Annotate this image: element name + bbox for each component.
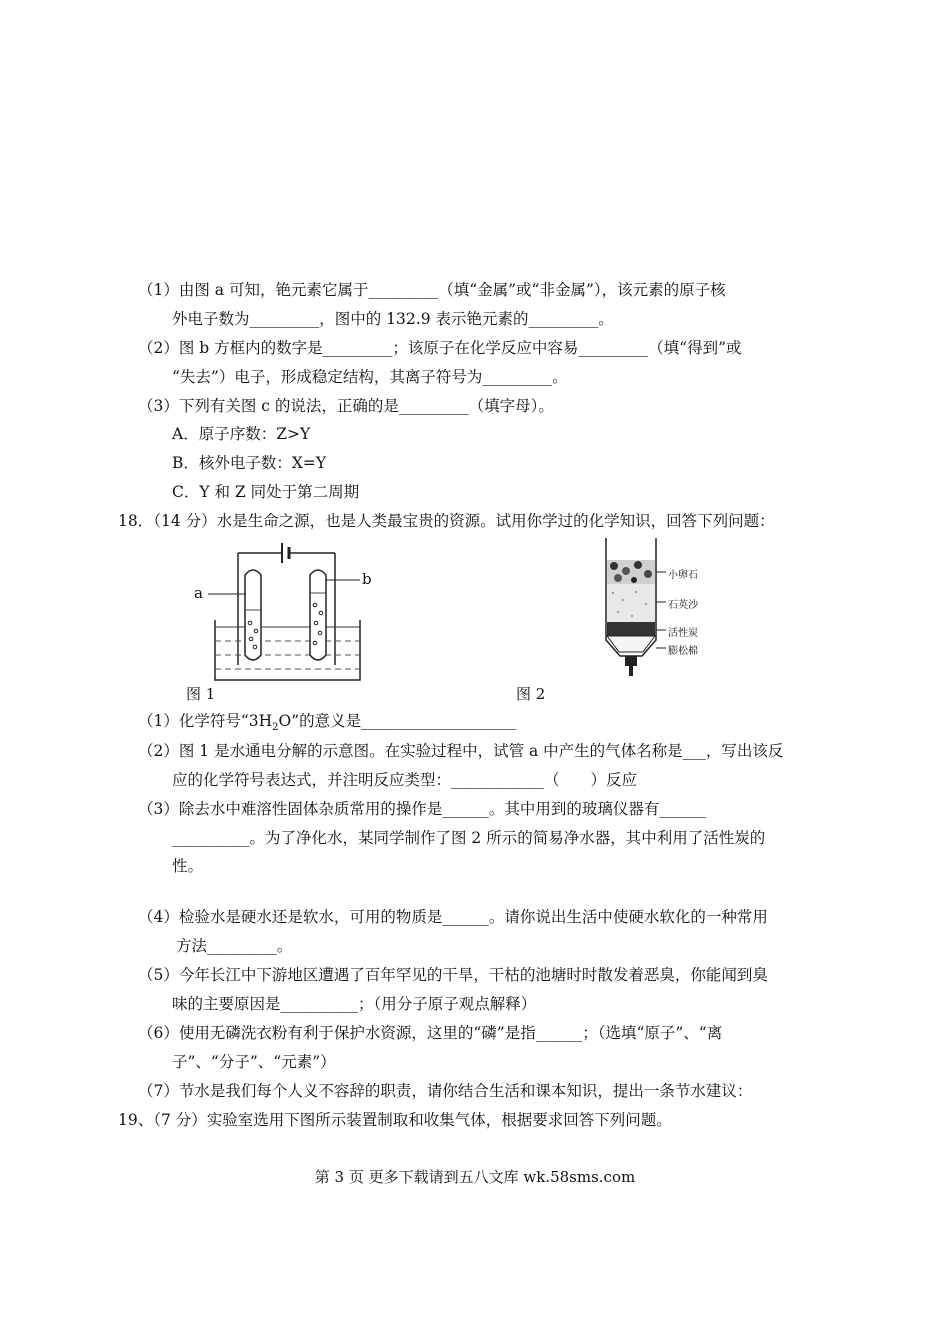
figure-2-layer-cotton: 膨松棉 [668,646,698,657]
figure-1-electrolysis [190,535,380,685]
figure-2-layer-carbon: 活性炭 [668,628,698,639]
page-footer: 第 3 页 更多下载请到五八文库 wk.58sms.com [314,1168,636,1186]
q17-part3: （3）下列有关图 c 的说法，正确的是_________（填字母）。 [138,397,554,415]
q18-sub6-line2: 子”、“分子”、“元素”） [172,1053,336,1071]
q18-sub3-line1: （3）除去水中难溶性固体杂质常用的操作是______。其中用到的玻璃仪器有______ [138,800,706,818]
q18-sub1-pre: （1）化学符号“3H [138,712,273,730]
q18-sub7: （7）节水是我们每个人义不容辞的职责，请你结合生活和课本知识，提出一条节水建议： [138,1082,753,1100]
q17-part2-line2: “失去”）电子，形成稳定结构，其离子符号为_________。 [172,368,568,386]
q17-option-a: A．原子序数：Z>Y [172,425,311,443]
q18-sub2-line2: 应的化学符号表达式，并注明反应类型：____________（ ）反应 [172,771,638,789]
q17-option-c: C．Y 和 Z 同处于第二周期 [172,483,360,501]
q18-sub6-line1: （6）使用无磷洗衣粉有利于保护水资源，这里的“磷”是指______；（选填“原子”、“离 [138,1024,723,1042]
q18-sub3-line3: 性。 [172,857,204,875]
q17-option-b: B．核外电子数：X=Y [172,454,327,472]
q18-sub3-line2: __________。为了净化水，某同学制作了图 2 所示的简易净水器，其中利用了活性炭的 [172,829,766,847]
figure-2-layer-sand: 石英沙 [668,600,698,611]
figure-2-caption: 图 2 [516,685,546,703]
q19-heading: 19、（7 分）实验室选用下图所示装置制取和收集气体，根据要求回答下列问题。 [118,1111,672,1129]
q18-sub2-line1: （2）图 1 是水通电分解的示意图。在实验过程中，试管 a 中产生的气体名称是___，写出该反 [138,742,784,760]
q17-part1-line2: 外电子数为_________，图中的 132.9 表示铯元素的_________。 [172,310,614,328]
q17-part2-line1: （2）图 b 方框内的数字是_________；该原子在化学反应中容易_________（填“得到”或 [138,339,742,357]
figure-2-water-purifier [598,538,718,688]
q18-sub1-subscript: 2 [272,722,279,734]
q18-sub1 [138,710,516,739]
q17-part1-line1: （1）由图 a 可知，铯元素它属于_________（填“金属”或“非金属”），该元素的原子核 [138,281,726,299]
q18-sub5-line2: 味的主要原因是__________；（用分子原子观点解释） [172,995,537,1013]
figure-1-label-a: a [194,584,203,602]
q18-sub1-post: O”的意义是____________________ [278,712,517,730]
q18-sub4-line2: 方法_________。 [176,937,293,955]
q18-sub4-line1: （4）检验水是硬水还是软水，可用的物质是______。请你说出生活中使硬水软化的一种常用 [138,908,768,926]
q18-heading: 18．（14 分）水是生命之源，也是人类最宝贵的资源。试用你学过的化学知识，回答下列问题： [118,512,775,530]
figure-1-caption: 图 1 [186,685,216,703]
figure-2-layer-pebble: 小卵石 [668,570,698,581]
figure-1-label-b: b [362,570,372,588]
q18-sub5-line1: （5）今年长江中下游地区遭遇了百年罕见的干旱，干枯的池塘时时散发着恶臭，你能闻到臭 [138,966,768,984]
